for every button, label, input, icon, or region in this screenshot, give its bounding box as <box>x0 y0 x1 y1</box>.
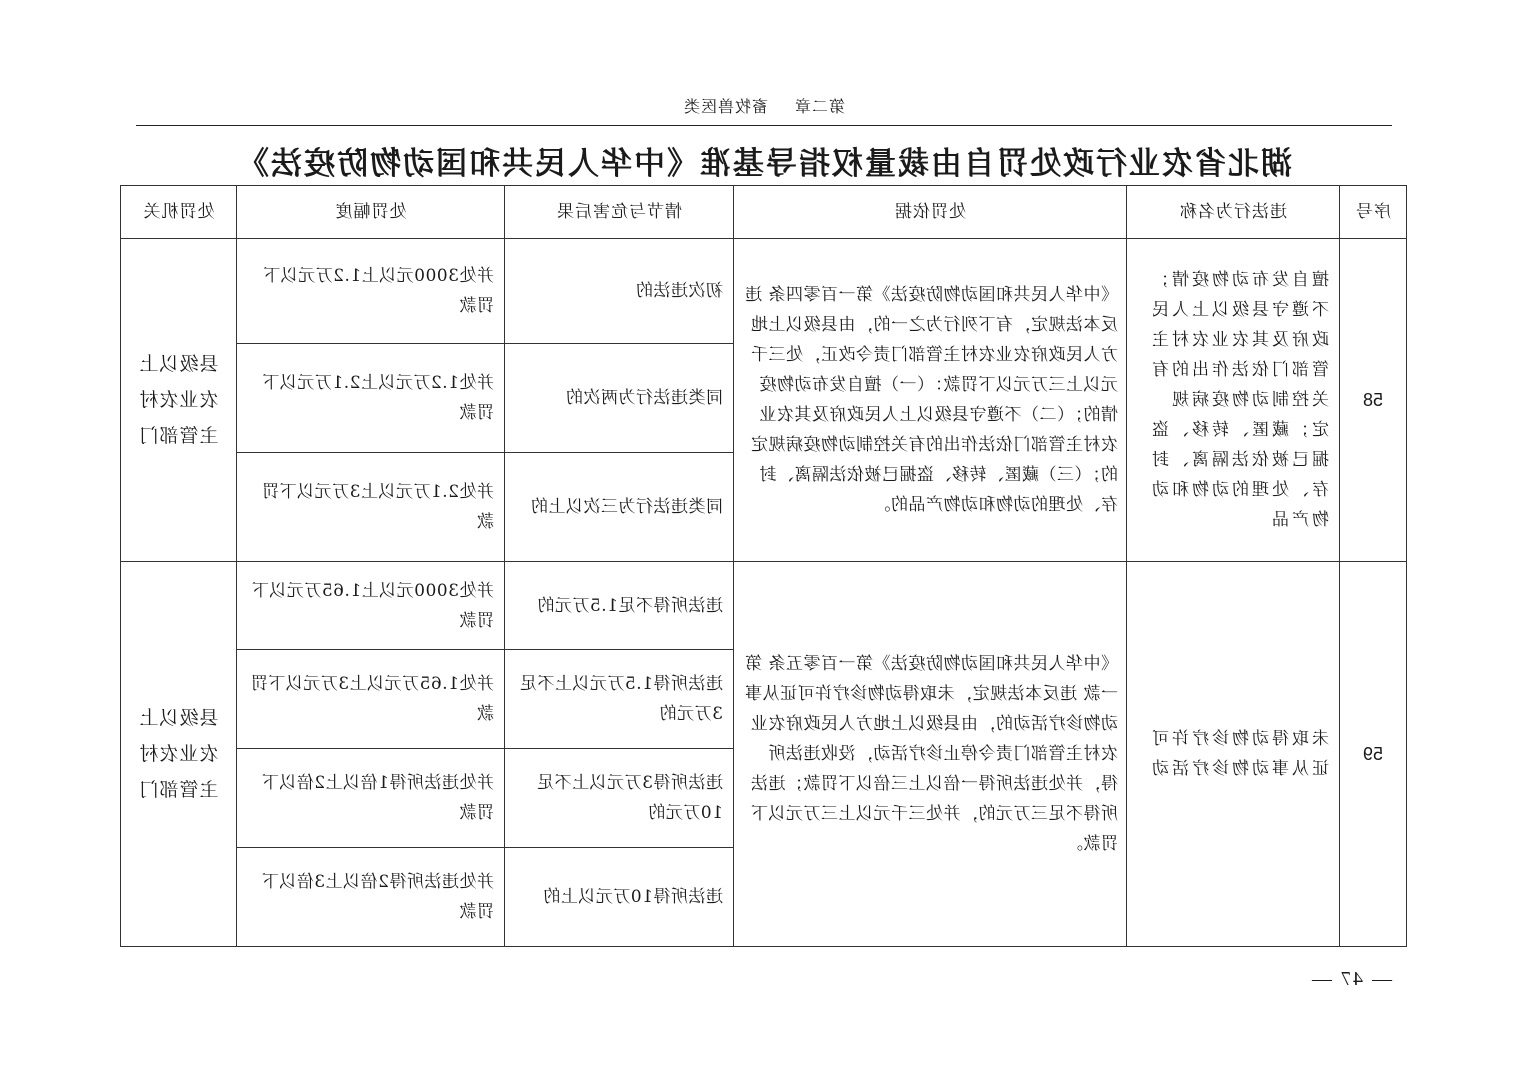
circumstance-cell: 违法所得10万元以上的 <box>505 848 734 947</box>
penalty-standards-table <box>120 185 1407 947</box>
circumstance-cell: 违法所得3万元以上不足10万元的 <box>505 749 734 848</box>
circumstance-cell: 同类违法行为两次的 <box>505 344 734 453</box>
penalty-basis: 《中华人民共和国动物防疫法》第一百零五条 第一款 违反本法规定，未取得动物诊疗许可证从事动物诊疗活动的，由县级以上地方人民政府农业农村主管部门责令停止诊疗活动，没收违法所得，并处违法所得一倍以上三倍以下罚款；违法所得不足三万元的，并处三千元以上三万元以下罚款。 <box>734 562 1127 947</box>
running-header <box>0 94 1528 117</box>
violation-name: 未取得动物诊疗许可证从事动物诊疗活动 <box>1127 562 1340 947</box>
circumstance-cell: 违法所得1.5万元以上不足3万元的 <box>505 650 734 749</box>
col-header-no: 序号 <box>1340 186 1407 239</box>
page-title: 湖北省农业行政处罚自由裁量权指导基准《中华人民共和国动物防疫法》 <box>236 146 1292 182</box>
penalty-authority: 县级以上农业农村主管部门 <box>121 239 237 562</box>
col-header-circumstance: 情节与危害后果 <box>505 186 734 239</box>
entry-number: 59 <box>1340 562 1407 947</box>
circumstance-cell: 违法所得不足1.5万元的 <box>505 562 734 650</box>
penalty-range-cell: 并处2.1万元以上3万元以下罚款 <box>237 453 505 562</box>
chapter-label: 第二章 <box>794 97 846 116</box>
page-number: — 47 — <box>1310 968 1392 990</box>
col-header-authority: 处罚机关 <box>121 186 237 239</box>
penalty-range-cell: 并处违法所得1倍以上2倍以下罚款 <box>237 749 505 848</box>
table-header-row <box>121 186 1407 239</box>
circumstance-cell: 同类违法行为三次以上的 <box>505 453 734 562</box>
entry-number: 58 <box>1340 239 1407 562</box>
col-header-basis: 处罚依据 <box>734 186 1127 239</box>
penalty-range-cell: 并处1.65万元以上3万元以下罚款 <box>237 650 505 749</box>
header-divider <box>136 125 1392 126</box>
penalty-range-cell: 并处违法所得2倍以上3倍以下罚款 <box>237 848 505 947</box>
col-header-range: 处罚幅度 <box>237 186 505 239</box>
circumstance-cell: 初次违法的 <box>505 239 734 344</box>
penalty-basis: 《中华人民共和国动物防疫法》第一百零四条 违反本法规定，有下列行为之一的，由县级以上地方人民政府农业农村主管部门责令改正，处三千元以上三万元以下罚款：（一）擅自发布动物疫情的；（二）不遵守县级以上人民政府及其农业农村主管部门依法作出的有关控制动物疫病规定的；（三）藏匿、转移、盗掘已被依法隔离、封存、处理的动物和动物产品的。 <box>734 239 1127 562</box>
penalty-range-cell: 并处3000元以上1.2万元以下罚款 <box>237 239 505 344</box>
penalty-authority: 县级以上农业农村主管部门 <box>121 562 237 947</box>
table-row <box>121 562 1407 650</box>
penalty-range-cell: 并处3000元以上1.65万元以下罚款 <box>237 562 505 650</box>
violation-name: 擅自发布动物疫情；不遵守县级以上人民政府及其农业农村主管部门依法作出的有关控制动物疫病规定；藏匿、转移、盗掘已被依法隔离、封存、处理的动物和动物产品 <box>1127 239 1340 562</box>
col-header-violation: 违法行为名称 <box>1127 186 1340 239</box>
section-label: 畜牧兽医类 <box>682 97 768 116</box>
penalty-range-cell: 并处1.2万元以上2.1万元以下罚款 <box>237 344 505 453</box>
table-row <box>121 239 1407 344</box>
